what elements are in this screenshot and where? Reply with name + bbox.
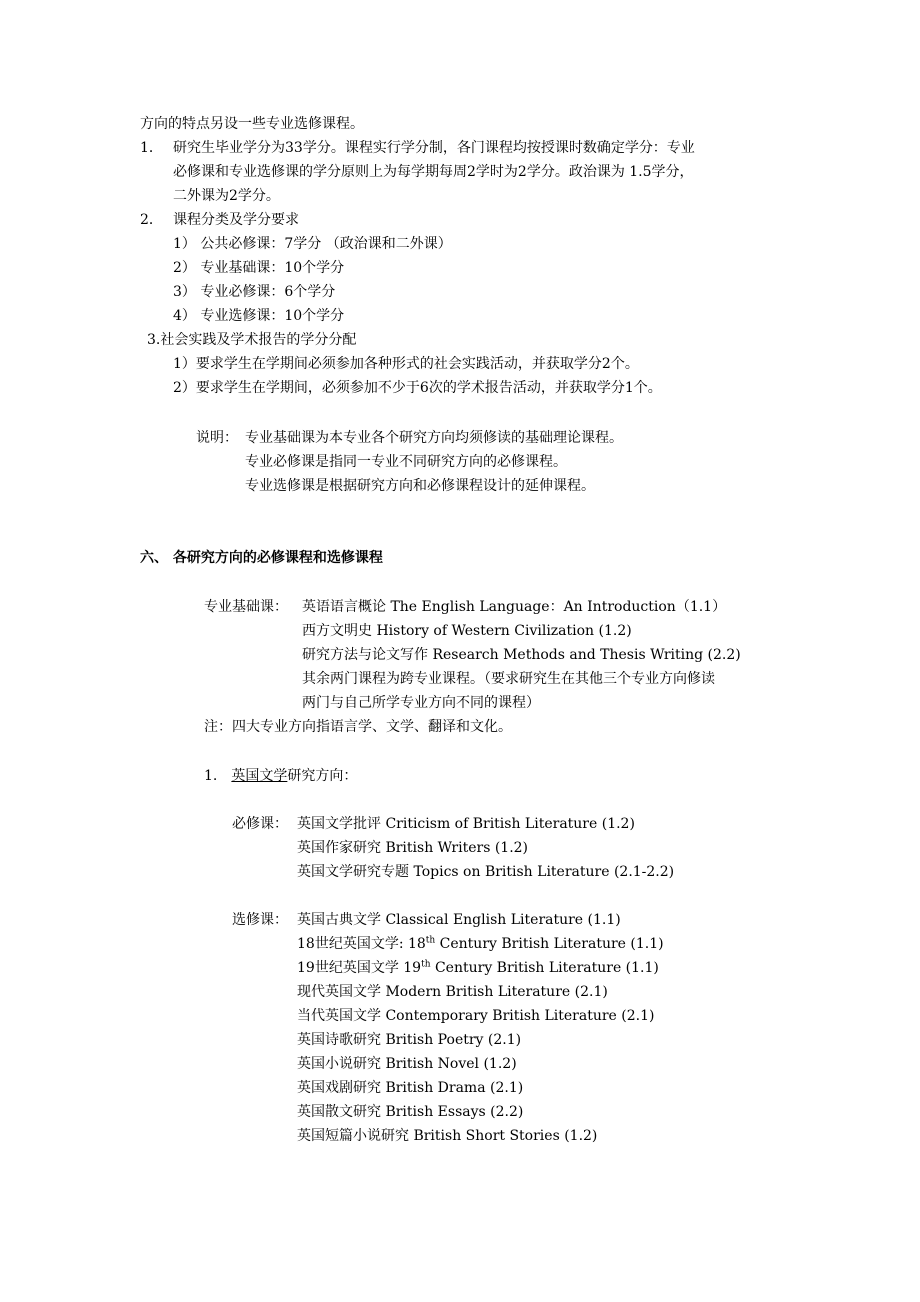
elective-course-text: Century British Literature (1.1)	[435, 936, 664, 952]
item-number: 1．	[140, 140, 163, 156]
elective-course: 英国戏剧研究 British Drama (2.1)	[297, 1080, 524, 1096]
section-heading: 六、 各研究方向的必修课程和选修课程	[140, 550, 383, 566]
foundation-note-line: 两门与自己所学专业方向不同的课程）	[302, 695, 540, 711]
elective-course: 现代英国文学 Modern British Literature (2.1)	[297, 984, 608, 1000]
elective-course: 英国散文研究 British Essays (2.2)	[297, 1104, 524, 1120]
elective-course: 英国小说研究 British Novel (1.2)	[297, 1056, 517, 1072]
foundation-course: 英语语言概论 The English Language：An Introduction（1.1）	[302, 599, 727, 615]
foundation-note-line: 其余两门课程为跨专业课程。（要求研究生在其他三个专业方向修读	[302, 671, 715, 687]
notes-line: 专业基础课为本专业各个研究方向均须修读的基础理论课程。	[245, 430, 623, 446]
item1-text-line3: 二外课为2学分。	[173, 188, 280, 204]
required-label: 必修课：	[232, 816, 288, 832]
direction-suffix: 研究方向：	[287, 768, 358, 784]
elective-label: 选修课：	[232, 912, 288, 928]
ordinal-suffix: th	[421, 959, 431, 970]
required-course: 英国作家研究 British Writers (1.2)	[297, 840, 529, 856]
direction-number: 1.	[204, 768, 218, 784]
notes-label: 说明：	[196, 430, 238, 446]
credit-item: 2） 专业基础课：10个学分	[173, 260, 345, 276]
item-number: 2．	[140, 212, 163, 228]
elective-course: 英国短篇小说研究 British Short Stories (1.2)	[297, 1128, 598, 1144]
item1-text-line2: 必修课和专业选修课的学分原则上为每学期每周2学时为2学分。政治课为 1.5学分，	[173, 164, 694, 180]
elective-course	[297, 956, 659, 980]
intro-line: 方向的特点另设一些专业选修课程。	[140, 116, 364, 132]
ordinal-suffix: th	[425, 935, 436, 946]
item1-text-line1: 研究生毕业学分为33学分。课程实行学分制，各门课程均按授课时数确定学分：专业	[173, 140, 695, 156]
elective-course: 英国诗歌研究 British Poetry (2.1)	[297, 1032, 522, 1048]
elective-course-text: 18世纪英国文学: 18	[297, 936, 426, 952]
directions-note: 注：四大专业方向指语言学、文学、翻译和文化。	[204, 719, 512, 735]
credit-item: 1） 公共必修课：7学分 （政治课和二外课）	[173, 236, 452, 252]
credit-item: 4） 专业选修课：10个学分	[173, 308, 345, 324]
foundation-course: 研究方法与论文写作 Research Methods and Thesis Writing (2.2)	[302, 647, 741, 663]
practice-item: 1）要求学生在学期间必须参加各种形式的社会实践活动，并获取学分2个。	[173, 356, 639, 372]
required-course: 英国文学批评 Criticism of British Literature (1.2)	[297, 816, 635, 832]
practice-item: 2）要求学生在学期间，必须参加不少于6次的学术报告活动，并获取学分1个。	[173, 380, 662, 396]
notes-line: 专业必修课是指同一专业不同研究方向的必修课程。	[245, 454, 567, 470]
item3-title: 3.社会实践及学术报告的学分分配	[147, 332, 357, 348]
elective-course	[297, 932, 664, 956]
foundation-course: 西方文明史 History of Western Civilization (1.2)	[302, 623, 632, 639]
elective-course-text: Century British Literature (1.1)	[430, 960, 659, 976]
item2-title: 课程分类及学分要求	[173, 212, 299, 228]
direction-heading	[204, 764, 357, 788]
direction-name: 英国文学	[231, 768, 288, 784]
required-course: 英国文学研究专题 Topics on British Literature (2.1-2.2)	[297, 864, 675, 880]
elective-course-text: 19世纪英国文学 19	[297, 960, 422, 976]
credit-item: 3） 专业必修课：6个学分	[173, 284, 336, 300]
notes-line: 专业选修课是根据研究方向和必修课程设计的延伸课程。	[245, 478, 595, 494]
elective-course: 当代英国文学 Contemporary British Literature (2.1)	[297, 1008, 655, 1024]
elective-course: 英国古典文学 Classical English Literature (1.1)	[297, 912, 621, 928]
foundation-label: 专业基础课：	[204, 599, 288, 615]
